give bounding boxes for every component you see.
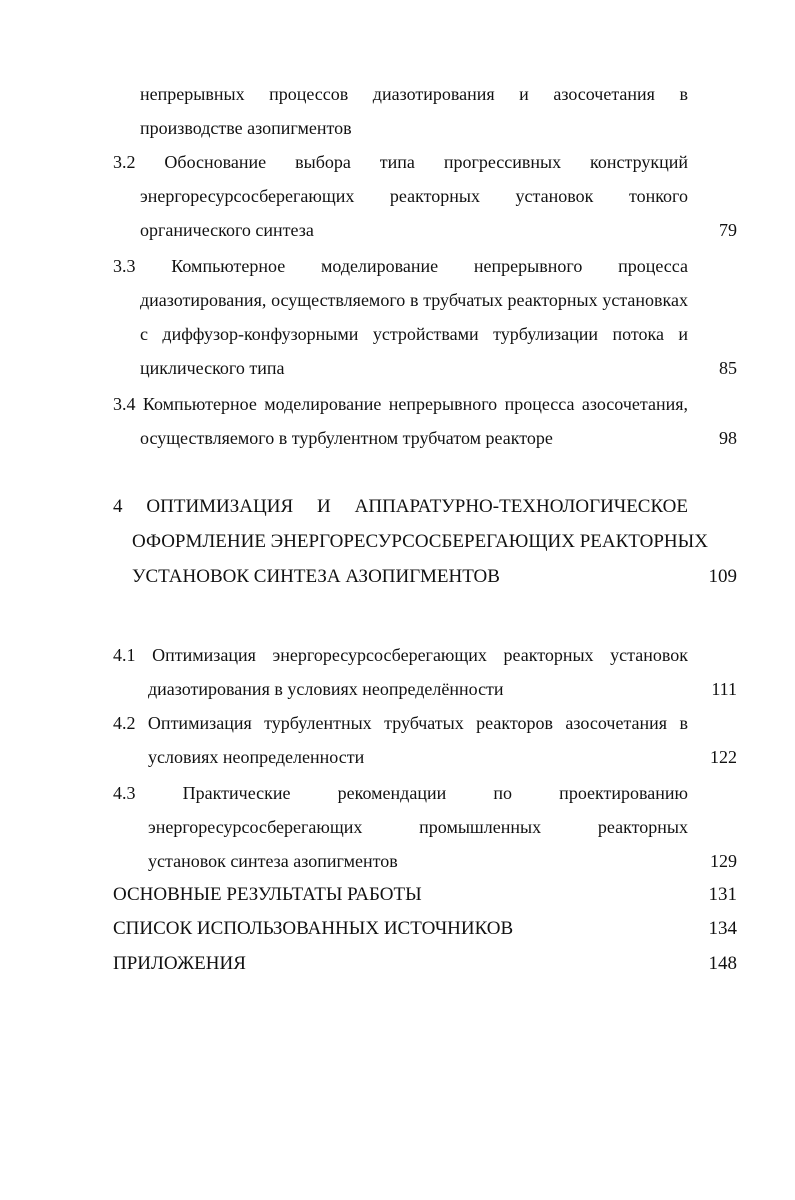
toc-3-2-line-2: энергоресурсосберегающих реакторных установок тонкого: [140, 186, 688, 206]
toc-3-4-line-1: 3.4 Компьютерное моделирование непрерывного процесса азосочетания,: [113, 394, 688, 414]
toc-4-2-page-number: 122: [710, 747, 737, 767]
toc-4-1-line-1: 4.1 Оптимизация энергоресурсосберегающих реакторных установок: [113, 645, 688, 665]
toc-3-4-line-2: осуществляемого в турбулентном трубчатом реакторе: [140, 428, 553, 448]
toc-4-3-line-1: 4.3 Практические рекомендации по проектированию: [113, 783, 688, 803]
toc-chapter-4-line-3: УСТАНОВОК СИНТЕЗА АЗОПИГМЕНТОВ: [132, 566, 500, 587]
toc-appendices-label: ПРИЛОЖЕНИЯ: [113, 953, 246, 974]
toc-3-1-line-2: производстве азопигментов: [140, 118, 352, 138]
toc-3-2-line-3: органического синтеза: [140, 220, 314, 240]
toc-3-1-line-1: непрерывных процессов диазотирования и азосочетания в: [140, 84, 688, 104]
toc-3-2-page-number: 79: [719, 220, 737, 240]
toc-results-page-number: 131: [708, 884, 737, 905]
toc-chapter-4-page-number: 109: [708, 566, 737, 587]
toc-4-1-page-number: 111: [711, 679, 737, 699]
toc-4-1-line-2: диазотирования в условиях неопределённости: [148, 679, 504, 699]
toc-3-3-page-number: 85: [719, 358, 737, 378]
toc-3-3-line-3: с диффузор-конфузорными устройствами турбулизации потока и: [140, 324, 688, 344]
toc-3-3-line-4: циклического типа: [140, 358, 285, 378]
toc-4-3-page-number: 129: [710, 851, 737, 871]
toc-3-3-line-1: 3.3 Компьютерное моделирование непрерывного процесса: [113, 256, 688, 276]
toc-3-4-page-number: 98: [719, 428, 737, 448]
toc-results-label: ОСНОВНЫЕ РЕЗУЛЬТАТЫ РАБОТЫ: [113, 884, 422, 905]
toc-4-2-line-2: условиях неопределенности: [148, 747, 365, 767]
toc-references-label: СПИСОК ИСПОЛЬЗОВАННЫХ ИСТОЧНИКОВ: [113, 918, 514, 939]
toc-4-2-line-1: 4.2 Оптимизация турбулентных трубчатых реакторов азосочетания в: [113, 713, 688, 733]
toc-chapter-4-line-1: 4 ОПТИМИЗАЦИЯ И АППАРАТУРНО-ТЕХНОЛОГИЧЕСКОЕ: [113, 496, 688, 517]
toc-references-page-number: 134: [708, 918, 737, 939]
toc-appendices-page-number: 148: [708, 953, 737, 974]
toc-3-2-line-1: 3.2 Обоснование выбора типа прогрессивных конструкций: [113, 152, 688, 172]
toc-4-3-line-3: установок синтеза азопигментов: [148, 851, 398, 871]
toc-3-3-line-2: диазотирования, осуществляемого в трубчатых реакторных установках: [140, 290, 688, 310]
toc-chapter-4-line-2: ОФОРМЛЕНИЕ ЭНЕРГОРЕСУРСОСБЕРЕГАЮЩИХ РЕАКТОРНЫХ: [132, 531, 708, 552]
toc-4-3-line-2: энергоресурсосберегающих промышленных реакторных: [148, 817, 688, 837]
